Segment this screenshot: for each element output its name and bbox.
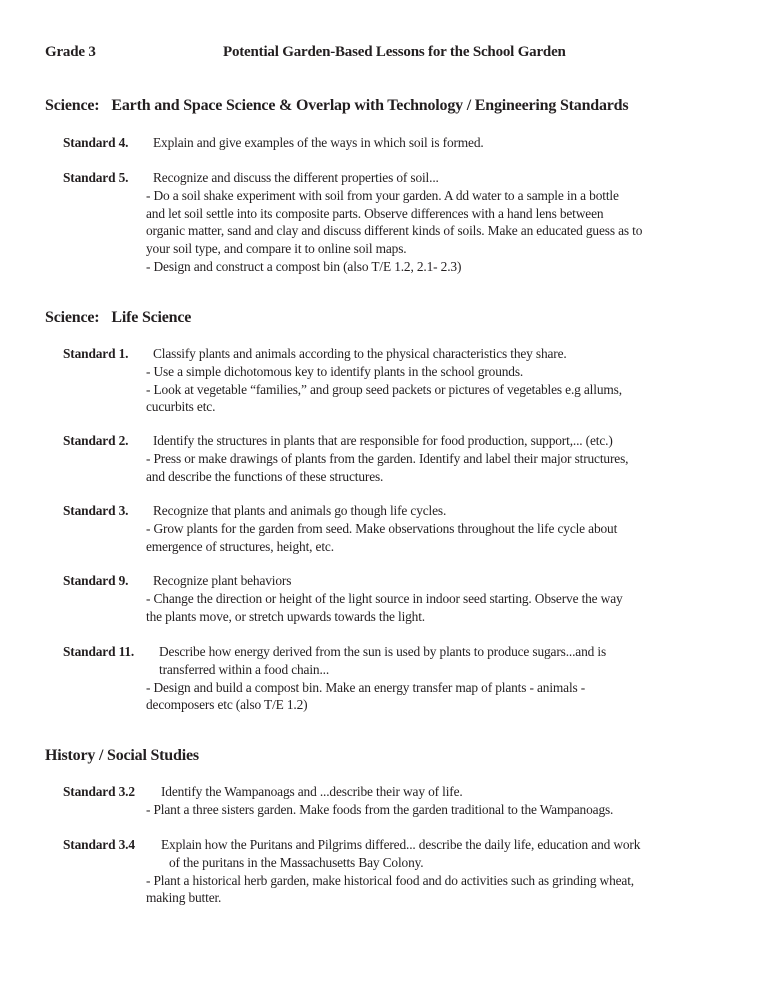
activity-line: decomposers etc (also T/E 1.2) [146,697,308,713]
activity-line: - Plant a three sisters garden. Make foods from the garden traditional to the Wampanoags. [146,801,614,817]
standard-label: Standard 4. [63,135,129,150]
activity-line: and let soil settle into its composite parts. Observe differences with a hand lens between [146,205,604,221]
standard-3-2 [63,783,733,819]
activity-line: and describe the functions of these structures. [146,468,384,484]
standard-9 [63,572,733,625]
standard-label: Standard 9. [63,573,129,588]
standard-label: Standard 3.2 [63,784,135,799]
activity-line: - Look at vegetable “families,” and group seed packets or pictures of vegetables e.g allums, [146,381,622,397]
standard-description: Explain and give examples of the ways in which soil is formed. [153,135,484,150]
standard-description: Recognize plant behaviors [153,573,292,588]
standard-label: Standard 11. [63,644,135,659]
standard-label: Standard 3.4 [63,837,135,852]
standard-11 [63,643,733,714]
activity-line: - Press or make drawings of plants from the garden. Identify and label their major structures, [146,450,629,466]
activity-line: - Design and construct a compost bin (also T/E 1.2, 2.1- 2.3) [146,258,462,274]
standard-2 [63,432,733,485]
section-subject: Science: [45,97,100,114]
activity-line: the plants move, or stretch upwards towards the light. [146,608,425,624]
standard-label: Standard 2. [63,433,129,448]
section-heading-history-social-studies [45,747,199,765]
section-heading-earth-space-science [45,97,628,115]
activity-line: emergence of structures, height, etc. [146,538,334,554]
standard-label: Standard 5. [63,170,129,185]
standard-label: Standard 1. [63,346,129,361]
activity-line: - Do a soil shake experiment with soil from your garden. A dd water to a sample in a bottle [146,187,619,203]
standard-5 [63,169,733,276]
grade-label: Grade 3 [45,44,96,60]
activity-line: - Plant a historical herb garden, make historical food and do activities such as grinding wheat, [146,872,634,888]
section-subject: Science: [45,309,100,326]
section-topic: Earth and Space Science & Overlap with Technology / Engineering Standards [111,97,629,114]
standard-description-continued: transferred within a food chain... [159,661,330,677]
activity-line: organic matter, sand and clay and discuss different kinds of soils. Make an educated guess as to [146,223,643,239]
standard-label: Standard 3. [63,503,129,518]
standard-description: Recognize and discuss the different properties of soil... [153,170,439,185]
activity-line: - Grow plants for the garden from seed. Make observations throughout the life cycle about [146,520,618,536]
standard-description: Explain how the Puritans and Pilgrims differed... describe the daily life, education and work [161,837,641,852]
document-title: Potential Garden-Based Lessons for the School Garden [223,44,566,60]
standard-3 [63,502,733,555]
activity-line: cucurbits etc. [146,399,216,415]
section-subject: History / Social Studies [45,747,199,764]
activity-line: - Design and build a compost bin. Make an energy transfer map of plants - animals - [146,679,586,695]
standard-description: Describe how energy derived from the sun is used by plants to produce sugars...and is [159,644,607,659]
standard-3-4 [63,836,733,907]
activity-line: making butter. [146,890,222,906]
standard-description: Classify plants and animals according to the physical characteristics they share. [153,346,567,361]
standard-description: Identify the structures in plants that are responsible for food production, support,... (etc.) [153,433,613,448]
section-heading-life-science [45,309,191,327]
standard-description: Identify the Wampanoags and ...describe their way of life. [161,784,463,799]
standard-4 [63,134,733,152]
activity-line: - Change the direction or height of the light source in indoor seed starting. Observe the way [146,590,623,606]
standard-description-continued: of the puritans in the Massachusetts Bay Colony. [169,854,424,870]
standard-description: Recognize that plants and animals go though life cycles. [153,503,447,518]
activity-line: your soil type, and compare it to online soil maps. [146,241,407,257]
section-topic: Life Science [111,309,192,326]
standard-1 [63,345,733,416]
activity-line: - Use a simple dichotomous key to identify plants in the school grounds. [146,363,524,379]
